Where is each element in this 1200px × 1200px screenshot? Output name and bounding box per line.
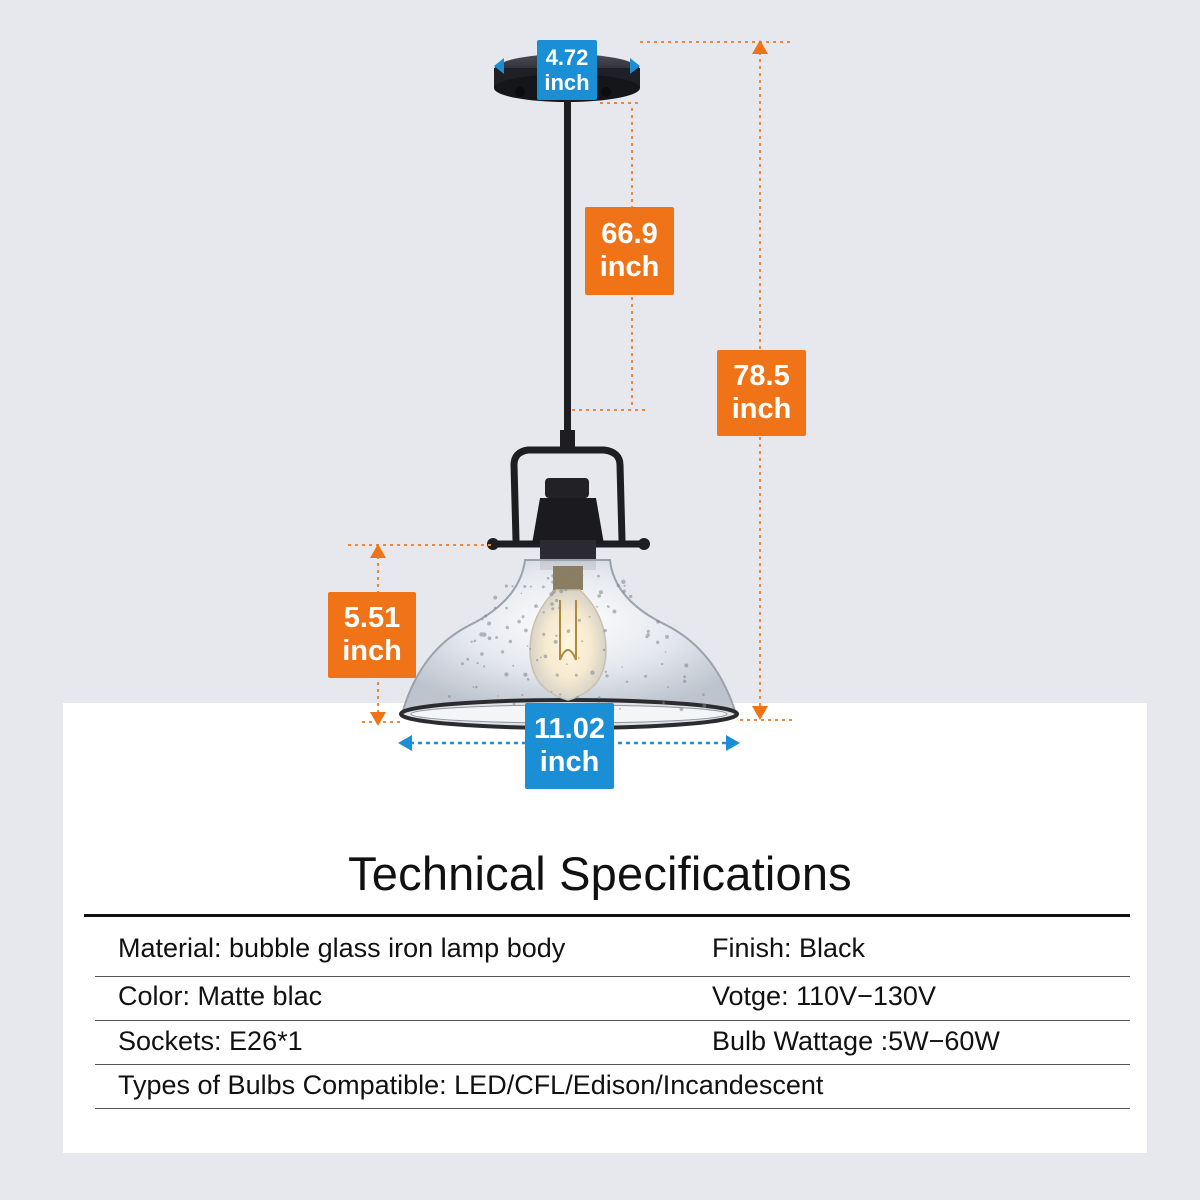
glass-bubble — [578, 657, 580, 659]
glass-bubble — [506, 626, 509, 629]
glass-bubble — [527, 678, 530, 681]
glass-bubble — [656, 620, 660, 624]
glass-bubble — [540, 657, 542, 659]
glass-bubble — [582, 575, 584, 577]
glass-bubble — [488, 636, 492, 640]
glass-bubble — [551, 607, 554, 610]
glass-bubble — [473, 686, 475, 688]
glass-bubble — [559, 589, 563, 593]
glass-bubble — [617, 584, 620, 587]
glass-bubble — [529, 648, 531, 650]
glass-bubble — [487, 622, 491, 626]
glass-bubble — [684, 664, 688, 668]
glass-bubble — [505, 584, 508, 587]
spec-row-divider — [95, 1108, 1130, 1109]
glass-bubble — [493, 596, 497, 600]
glass-bubble — [581, 640, 583, 642]
glass-bubble — [567, 629, 571, 633]
glass-bubble — [556, 674, 559, 677]
spec-voltage: Votge: 110V−130V — [712, 981, 936, 1011]
glass-bubble — [683, 680, 686, 683]
glass-bubble — [555, 599, 558, 602]
glass-bubble — [589, 616, 591, 618]
glass-bubble — [558, 606, 561, 609]
glass-bubble — [501, 650, 504, 653]
glass-bubble — [527, 645, 529, 647]
glass-bubble — [461, 662, 464, 665]
glass-bubble — [566, 663, 568, 665]
spec-material: Material: bubble glass iron lamp body — [118, 933, 566, 963]
glass-bubble — [656, 641, 659, 644]
glass-bubble — [605, 671, 607, 673]
glass-bubble — [475, 686, 478, 689]
glass-bubble — [607, 605, 609, 607]
hanging-rod — [564, 100, 571, 448]
glass-bubble — [551, 574, 554, 577]
glass-bubble — [521, 694, 523, 696]
glass-bubble — [702, 693, 705, 696]
spec-title: Technical Specifications — [348, 847, 852, 900]
spec-row-divider — [95, 1020, 1130, 1021]
glass-bubble — [662, 701, 665, 704]
glass-bubble — [665, 651, 667, 653]
glass-bubble — [559, 693, 561, 695]
glass-bubble — [551, 691, 553, 693]
glass-bubble — [517, 620, 521, 624]
total-height-badge — [717, 350, 806, 436]
glass-bubble — [505, 607, 508, 610]
glass-bubble — [629, 595, 632, 598]
glass-bubble — [596, 606, 598, 608]
spec-row-divider — [95, 976, 1130, 977]
glass-bubble — [555, 635, 557, 637]
glass-bubble — [575, 674, 578, 677]
glass-bubble — [599, 590, 603, 594]
glass-bubble — [534, 604, 538, 608]
glass-bubble — [619, 708, 621, 710]
glass-bubble — [590, 671, 594, 675]
glass-bubble — [474, 640, 477, 643]
glass-bubble — [480, 652, 484, 656]
glass-bubble — [542, 633, 545, 636]
canopy-width-value: 4.72 — [545, 44, 589, 70]
glass-bubble — [495, 636, 498, 639]
glass-bubble — [644, 675, 647, 678]
shade-diameter-unit: inch — [539, 746, 600, 778]
socket — [532, 478, 604, 570]
glass-bubble — [667, 686, 669, 688]
glass-bubble — [572, 578, 574, 580]
glass-bubble — [509, 640, 512, 643]
shade-diameter-value: 11.02 — [534, 712, 605, 745]
glass-bubble — [702, 704, 706, 708]
glass-bubble — [646, 633, 650, 637]
glass-bubble — [512, 665, 514, 667]
glass-bubble — [471, 641, 473, 643]
glass-bubble — [621, 666, 623, 668]
glass-bubble — [483, 665, 485, 667]
glass-bubble — [544, 655, 548, 659]
glass-bubble — [551, 604, 553, 606]
canopy-width-unit: inch — [544, 70, 590, 95]
glass-bubble — [523, 585, 526, 588]
glass-bubble — [484, 614, 487, 617]
glass-bubble — [623, 585, 625, 587]
glass-bubble — [598, 696, 601, 699]
glass-bubble — [448, 695, 451, 698]
glass-bubble — [479, 632, 483, 636]
spec-sockets: Sockets: E26*1 — [118, 1026, 303, 1056]
glass-bubble — [521, 593, 523, 595]
glass-bubble — [530, 586, 532, 588]
glass-bubble — [576, 696, 579, 699]
glass-bubble — [497, 695, 499, 697]
glass-bubble — [511, 585, 513, 587]
glass-bubble — [494, 607, 497, 610]
glass-bubble — [536, 659, 538, 661]
rod-length-unit: inch — [599, 251, 660, 283]
glass-bubble — [504, 672, 508, 676]
glass-bubble — [683, 675, 686, 678]
glass-bubble — [565, 588, 568, 591]
shade-height-value: 5.51 — [343, 601, 401, 634]
glass-bubble — [605, 674, 608, 677]
glass-bubble — [477, 662, 479, 664]
glass-bubble — [513, 703, 516, 706]
spec-color: Color: Matte blac — [118, 981, 323, 1011]
glass-bubble — [547, 577, 550, 580]
glass-bubble — [524, 629, 528, 633]
glass-bubble — [597, 575, 600, 578]
canopy-width-badge — [537, 40, 597, 100]
glass-bubble — [603, 649, 606, 652]
glass-bubble — [578, 619, 581, 622]
glass-bubble — [542, 586, 545, 589]
spec-finish: Finish: Black — [712, 933, 866, 963]
total-height-value: 78.5 — [733, 359, 790, 392]
glass-bubble — [623, 590, 626, 593]
spec-row-divider — [95, 1064, 1130, 1065]
shade-height-unit: inch — [342, 635, 402, 667]
glass-bubble — [551, 581, 554, 584]
glass-bubble — [543, 611, 545, 613]
glass-bubble — [566, 574, 569, 577]
glass-bubble — [626, 681, 628, 683]
spec-bulbs-compatible: Types of Bulbs Compatible: LED/CFL/Edison/Incandescent — [118, 1070, 824, 1100]
glass-bubble — [523, 673, 527, 677]
spec-bulb-wattage: Bulb Wattage :5W−60W — [712, 1026, 1000, 1056]
spec-title-divider — [84, 914, 1130, 917]
glass-bubble — [604, 629, 607, 632]
glass-bubble — [661, 663, 663, 665]
glass-bubble — [482, 619, 484, 621]
glass-bubble — [665, 635, 669, 639]
glass-bubble — [466, 658, 469, 661]
glass-bubble — [522, 615, 525, 618]
total-height-unit: inch — [731, 393, 792, 425]
glass-bubble — [565, 650, 567, 652]
glass-bubble — [597, 594, 601, 598]
glass-bubble — [549, 592, 553, 596]
shade-height-badge — [328, 592, 416, 678]
glass-bubble — [647, 630, 650, 633]
rod-length-value: 66.9 — [601, 217, 658, 250]
glass-bubble — [612, 610, 616, 614]
glass-bubble — [680, 707, 684, 711]
shade-diameter-badge — [525, 703, 614, 789]
glass-bubble — [621, 580, 625, 584]
glass-bubble — [554, 640, 558, 644]
rod-length-badge — [585, 207, 674, 295]
